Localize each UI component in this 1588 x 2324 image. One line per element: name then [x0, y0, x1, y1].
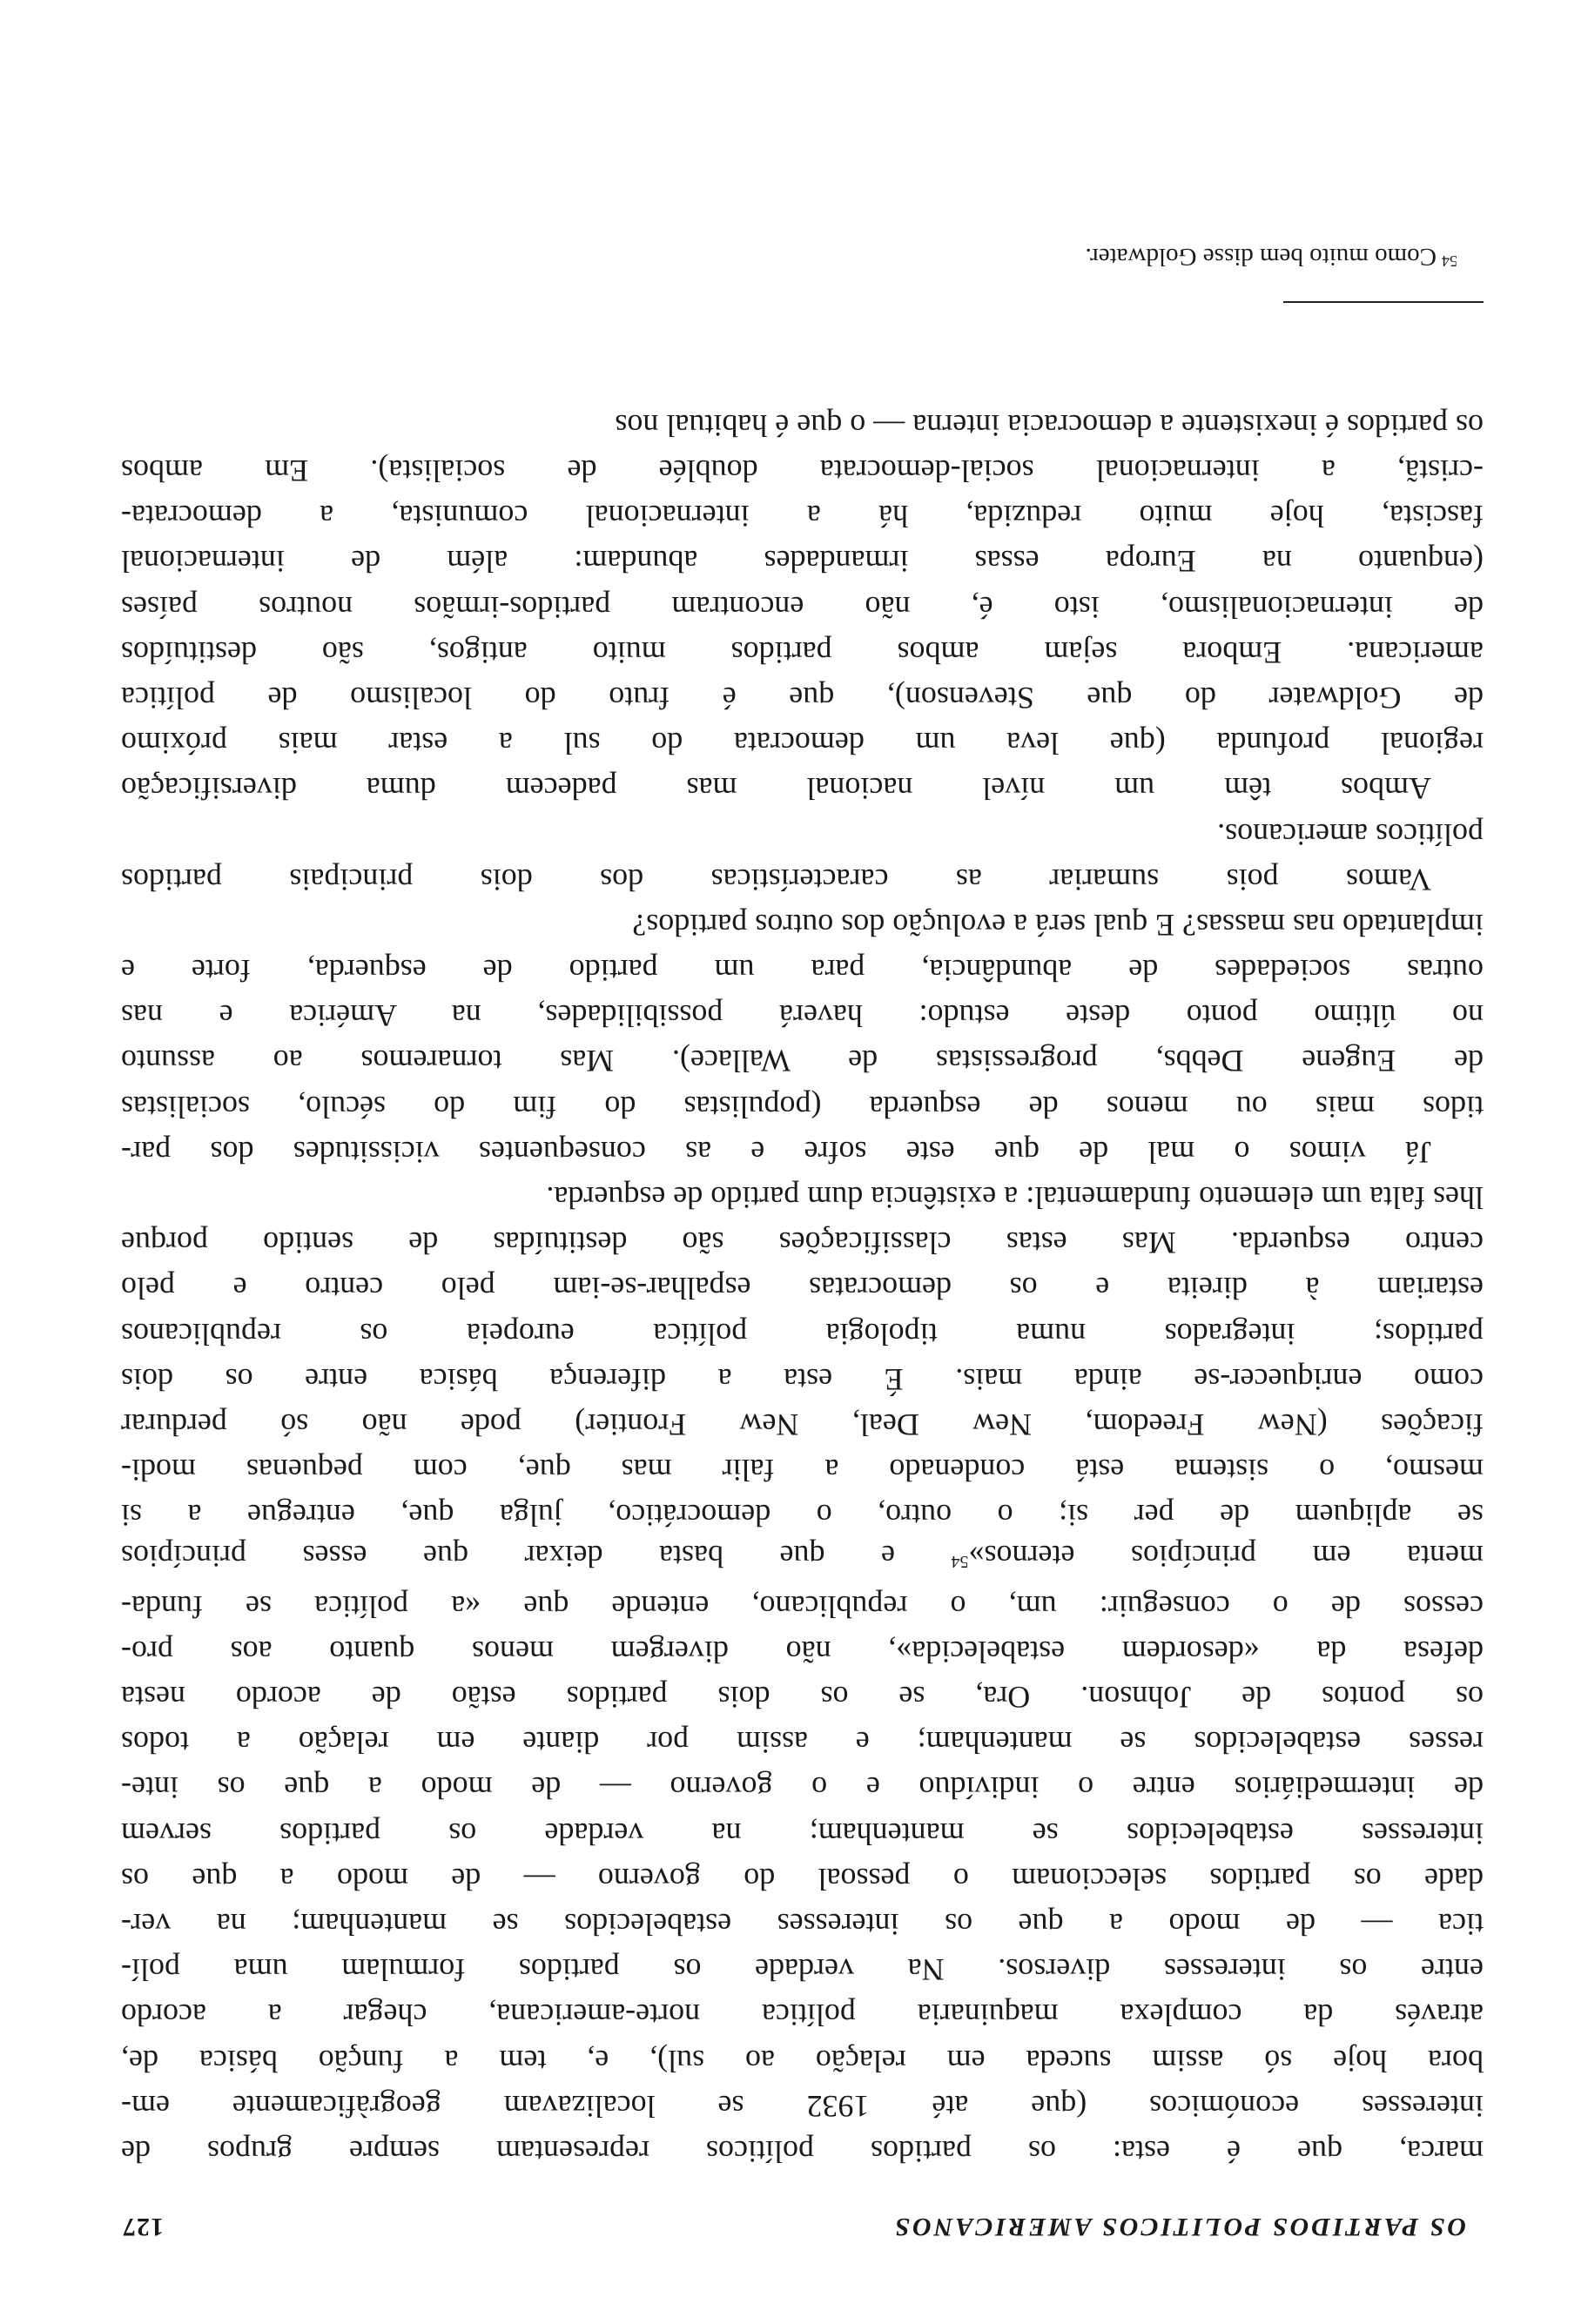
text-line-content: estariam à direita e os democratas espalhar-se-iam pelo centro e pelo [121, 1271, 1484, 1306]
text-line-content: dade os partidos seleccionam o pessoal do governo — de modo a que os [121, 1861, 1484, 1897]
text-line [121, 448, 1484, 494]
text-line-content: os pontos de Johnson. Ora, se os dois partidos estão de acordo nesta [121, 1680, 1484, 1716]
text-line-content: Já vimos o mal de que este sofre e as consequentes vicissitudes dos par- [121, 1134, 1431, 1170]
text-line [121, 1675, 1484, 1720]
text-line-content: de intermediários entre o indivíduo e o governo — de modo a que os inte- [121, 1770, 1484, 1806]
running-head [122, 2206, 1466, 2241]
text-line [121, 1857, 1484, 1902]
text-line-content: mesmo, o sistema está condenado a falir mas que, com pequenas modi- [121, 1453, 1484, 1488]
text-line [121, 1584, 1484, 1629]
text-line-content: tica — de modo a que os interesses estabelecidos se mantenham; na ver- [121, 1907, 1484, 1943]
text-line [121, 1220, 1484, 1266]
text-line-content: através da complexa maquinaria política norte-americana, chegar a acordo [121, 1998, 1484, 2033]
text-line-content: menta em princípios eternos» [968, 1538, 1484, 1574]
text-line-content: Ambos têm um nível nacional mas padecem duma diversificação [121, 771, 1431, 807]
text-line-content: outras sociedades de abundância, para um partido de esquerda, forte e [121, 953, 1484, 989]
footnote-text: Como muito bem disse Goldwater. [1085, 243, 1437, 271]
text-line [121, 1947, 1484, 1992]
footnote-reference: 54 [951, 1551, 969, 1571]
footnote-marker: 54 [1442, 252, 1457, 270]
text-line-content: bora hoje só assim suceda em relação ao sul), e, tem a função básica de, [121, 2043, 1484, 2079]
text-line-content: de Goldwater do que Stevenson), que é fruto do localismo de política [121, 681, 1484, 715]
text-line [121, 721, 1484, 766]
text-line [121, 1538, 1484, 1583]
text-line [121, 948, 1484, 993]
text-line [121, 1447, 1484, 1493]
text-line-content: interesses estabelecidos se mantenham; na verdade os partidos servem [121, 1816, 1484, 1851]
text-line [121, 1720, 1484, 1765]
text-line [121, 1811, 1484, 1857]
text-line [121, 539, 1484, 584]
text-line-content: políticos americanos. [1217, 816, 1484, 852]
text-line-content: implantado nas massas? E qual será a evolução dos outros partidos? [632, 907, 1484, 943]
text-line-content: regional profunda (que leva um democrata do sul a estar mais próximo [121, 726, 1484, 762]
text-line-content: marca, que é esta: os partidos políticos representam sempre grupos de [121, 2134, 1484, 2169]
text-line [121, 1175, 1484, 1220]
text-line-content: no último ponto deste estudo: haverá possibilidades, na América e nas [121, 998, 1484, 1034]
text-line-content: de Eugene Debbs, progressistas de Wallace). Mas tornaremos ao assunto [121, 1044, 1484, 1079]
text-line [121, 2038, 1484, 2083]
text-line [121, 630, 1484, 675]
text-line [121, 675, 1484, 721]
text-line [121, 2129, 1484, 2174]
text-line [121, 584, 1484, 629]
text-line [121, 1992, 1484, 2038]
footnote [1085, 239, 1457, 279]
text-line-content: de internacionalismo, isto é, não encontram partidos-irmãos noutros países [121, 589, 1484, 625]
text-line [121, 811, 1484, 856]
page-number: 127 [122, 2213, 164, 2241]
text-line [121, 1085, 1484, 1130]
text-line-content: como enriquecer-se ainda mais. É esta a diferença básica entre os dois [121, 1361, 1484, 1397]
text-line-content: (enquanto na Europa essas irmandades abundam: além de internacional [121, 544, 1484, 580]
text-line [121, 1402, 1484, 1447]
text-line [121, 494, 1484, 539]
text-line [121, 1902, 1484, 1947]
text-line-content: tidos mais ou menos de esquerda (populistas do fim do século, socialistas [121, 1089, 1484, 1125]
text-line [121, 1130, 1484, 1175]
text-line [121, 766, 1484, 811]
text-line [121, 1038, 1484, 1084]
text-line-content: resses estabelecidos se mantenham; e assim por diante em relação a todos [121, 1725, 1484, 1761]
text-line [121, 993, 1484, 1038]
text-line [121, 403, 1484, 448]
text-line-content: lhes falta um elemento fundamental: a existência dum partido de esquerda. [546, 1180, 1484, 1216]
text-line [121, 1266, 1484, 1311]
text-line-content: Vamos pois sumariar as características dos dois principais partidos [121, 862, 1431, 897]
text-line-content: defesa da «desordem estabelecida», não divergem menos quanto aos pro- [121, 1634, 1484, 1669]
running-head-title: OS PARTIDOS POLITICOS AMERICANOS [892, 2213, 1466, 2241]
text-line [121, 1357, 1484, 1402]
footnote-divider [1283, 301, 1484, 303]
text-line [121, 1629, 1484, 1675]
text-line-content: interesses económicos (que até 1932 se localizavam geogràficamente em- [121, 2088, 1484, 2124]
text-line [121, 1311, 1484, 1356]
text-line-content: americana. Embora sejam ambos partidos muito antigos, são destituídos [121, 635, 1484, 670]
text-line-content: centro esquerda. Mas estas classificações são destituídas de sentido porque [121, 1226, 1484, 1261]
text-line-content: -cristã, a internacional social-democrata doublée de socialista). Em ambos [121, 453, 1484, 489]
text-line [121, 857, 1484, 903]
text-line [121, 903, 1484, 948]
text-line-content: ficações (New Freedom, New Deal, New Frontier) pode não só perdurar [121, 1407, 1484, 1442]
text-line [121, 2084, 1484, 2129]
text-line-content: fascista, hoje muito reduzida, há a internacional comunista, a democrata- [121, 499, 1484, 534]
body-text [121, 403, 1484, 2174]
text-line-content: se apliquem de per si; o outro, o democrático, julga que, entregue a si [121, 1498, 1484, 1534]
text-line-content: os partidos é inexistente a democracia interna — o que é habitual nos [615, 407, 1484, 443]
text-line-content: cessos de o conseguir: um, o republicano, entende que «a política se funda- [121, 1589, 1484, 1624]
text-line [121, 1493, 1484, 1538]
text-line [121, 1765, 1484, 1810]
text-line-continuation: e que basta deixar que esses princípios [121, 1538, 952, 1574]
text-line-content: partidos; integrados numa tipologia política europeia os republicanos [121, 1316, 1484, 1352]
text-line-content: entre os interesses diversos. Na verdade os partidos formulam uma polí- [121, 1952, 1484, 1988]
